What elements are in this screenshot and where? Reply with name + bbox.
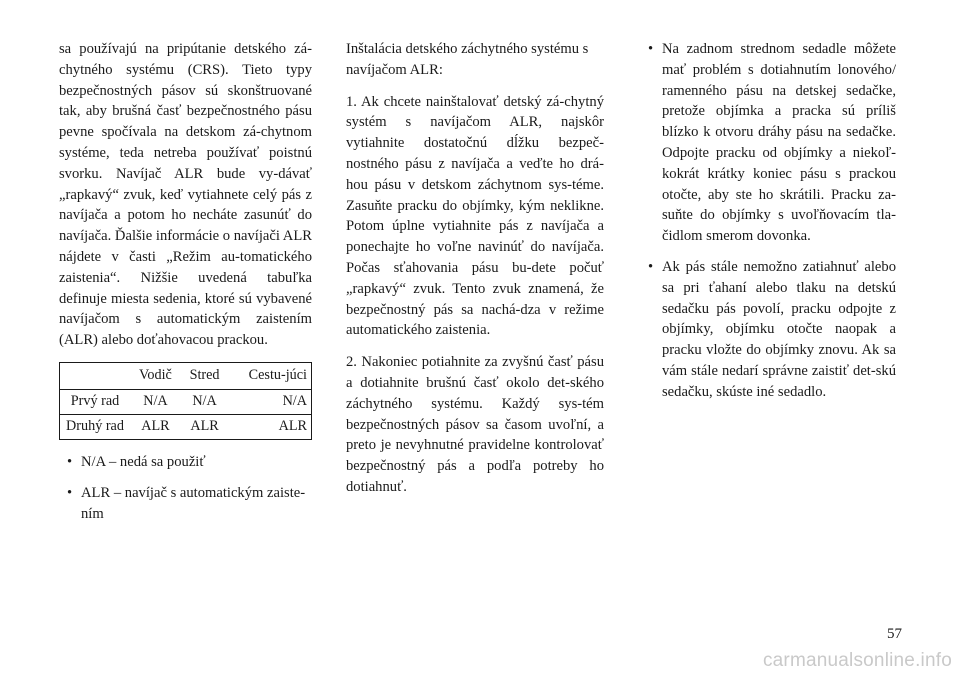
table-cell: N/A — [130, 389, 181, 414]
tips-list — [640, 39, 896, 403]
list-item — [640, 39, 896, 247]
list-item-text: N/A – nedá sa použiť — [81, 453, 206, 470]
list-item — [59, 452, 312, 473]
watermark: carmanualsonline.info — [762, 650, 952, 671]
table-cell: Prvý rad — [60, 389, 131, 414]
table-cell: ALR — [228, 414, 311, 439]
table-header-cell: Vodič — [130, 362, 181, 389]
bullet-icon: • — [648, 258, 654, 275]
legend-list — [59, 452, 312, 524]
intro-paragraph: sa používajú na pripútanie detského zá-chytného systému (CRS). Tieto typy bezpečnostných pásov sú skonštruované tak, aby brušná časť bezpečnostného pásu pevne spočívala na detskom zá-chytnom systéme, teda netreba používať poistnú svorku. Navíjač ALR bude vy-dávať „rapkavý“ zvuk, keď vytiahnete celý pás z navíjača a potom ho necháte zasunúť do navíjača. Ďalšie informácie o navíjači ALR nájdete v časti „Režim au-tomatického zaistenia“. Nižšie uvedená tabuľka definuje miesta sedenia, ktoré sú vybavené navíjačom s automatickým zaistením (ALR) alebo doťahovacou prackou. — [59, 41, 312, 349]
page-number: 57 — [887, 626, 902, 642]
list-item-text: ALR – navíjač s automatickým zaiste-ním — [81, 484, 306, 522]
seating-table — [59, 362, 312, 440]
list-item-text: Ak pás stále nemožno zatiahnuť alebo sa pri ťahaní alebo tlaku na detskú sedačku pás povolí, pracku odpojte z objímky, objímku otočte naopak a pracku vložte do objímky znovu. Ak sa vám stále nedarí správne zaistiť det-skú sedačku, skúste iné sedadlo. — [662, 258, 896, 400]
table-header-cell — [60, 362, 131, 389]
step-1: 1. Ak chcete nainštalovať detský zá-chytný systém s navíjačom ALR, najskôr vytiahnite dostatočnú dĺžku bezpeč-nostného pásu z navíjača a veďte ho drá-hou pásu v detskom záchytnom sys-téme. Zasuňte pracku do objímky, kým neklikne. Potom úplne vytiahnite pás z navíjača a ponechajte ho voľne navinúť do navíjača. Počas sťahovania pásu bu-dete počuť „rapkavý“ zvuk. Tento zvuk znamená, že bezpečnostný pás sa nachá-dza v režime automatického zaistenia. — [346, 93, 604, 339]
table-cell: N/A — [228, 389, 311, 414]
step-2: 2. Nakoniec potiahnite za zvyšnú časť pásu a dotiahnite brušnú časť okolo det-ského záchytného systému. Každý sys-tém bezpečnostných pásov sa časom uvoľní, a preto je nevyhnutné pravidelne kontrolovať bezpečnostný pás a podľa potreby ho dotiahnuť. — [346, 354, 604, 495]
bullet-icon: • — [67, 453, 73, 470]
table-row — [60, 414, 312, 439]
table-row — [60, 389, 312, 414]
table-header-cell: Stred — [181, 362, 228, 389]
bullet-icon: • — [67, 484, 73, 501]
table-cell: ALR — [181, 414, 228, 439]
table-header-row — [60, 362, 312, 389]
list-item — [640, 257, 896, 403]
table-cell: ALR — [130, 414, 181, 439]
bullet-icon: • — [648, 41, 654, 57]
left-column — [59, 39, 312, 534]
section-intro: Inštalácia detského záchytného systému s navíjačom ALR: — [346, 41, 589, 78]
right-column — [640, 39, 896, 413]
table-cell: Druhý rad — [60, 414, 131, 439]
middle-column — [346, 39, 604, 509]
table-cell: N/A — [181, 389, 228, 414]
table-header-cell: Cestu-júci — [228, 362, 311, 389]
list-item — [59, 483, 312, 525]
list-item-text: Na zadnom strednom sedadle môžete mať problém s dotiahnutím lonového/ ramenného pásu na detskej sedačke, pretože objímka a pracka sú príliš blízko k otvoru dráhy pásu na sedačke. Odpojte pracku od objímky a niekoľ-kokrát krátky koniec pásu s prackou otočte, aby ste ho skrátili. Pracku za-suňte do objímky s uvoľňovacím tla-čidlom smerom dovonka. — [662, 41, 896, 245]
